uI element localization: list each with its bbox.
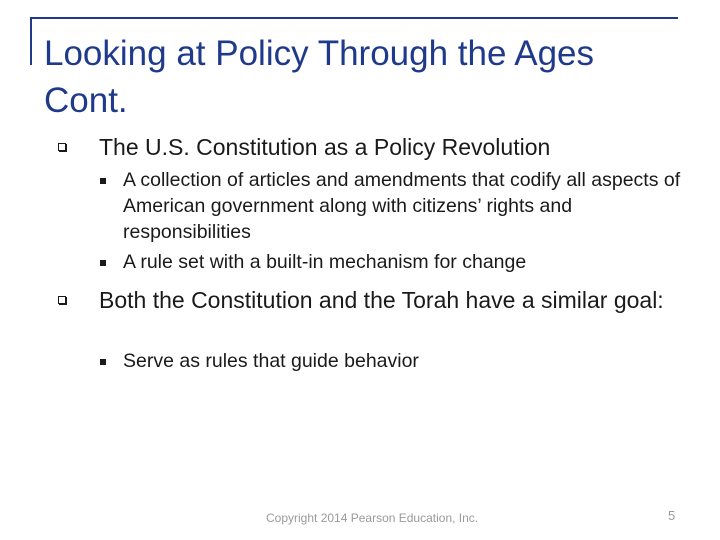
sub-bullet-rule-set (100, 249, 690, 275)
filled-square-bullet-icon (100, 359, 106, 365)
sub-bullet-text: A collection of articles and amendments that codify all aspects of American government along with citizens’ rights and responsibilities (123, 169, 681, 243)
filled-square-bullet-icon (100, 260, 106, 266)
bullet-constitution (58, 131, 678, 163)
page-number: 5 (668, 508, 676, 523)
filled-square-bullet-icon (100, 178, 106, 184)
footer-copyright: Copyright 2014 Pearson Education, Inc. (266, 511, 479, 525)
title-frame-left-rule (30, 17, 32, 65)
bullet-constitution-torah (58, 284, 678, 316)
slide-title: Looking at Policy Through the Ages Cont. (44, 34, 595, 120)
bullet-text: The U.S. Constitution as a Policy Revolution (99, 134, 551, 160)
sub-bullet-serve-as-rules (100, 348, 690, 374)
title-frame-top-rule (30, 17, 678, 19)
sub-bullet-text: A rule set with a built-in mechanism for change (123, 251, 527, 273)
sub-bullet-text: Serve as rules that guide behavior (123, 350, 419, 372)
sub-bullet-collection (100, 167, 690, 245)
hollow-square-bullet-icon (58, 143, 66, 151)
bullet-text: Both the Constitution and the Torah have a similar goal: (99, 287, 664, 313)
hollow-square-bullet-icon (58, 296, 66, 304)
